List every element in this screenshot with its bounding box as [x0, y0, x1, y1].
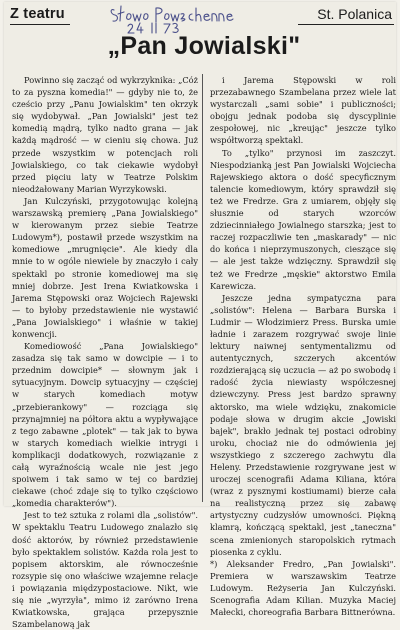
section-label: Z teatru — [10, 6, 65, 22]
paragraph: Jan Kulczyński, przygotowując kolejną warszawską premierę „Pana Jowialskiego" w kierowanym przez siebie Teatrze Ludowym*), postawił przede wszystkim na komediowe „mrugnięcie". Ale kiedy dla mnie to w ogóle niewiele by znaczyło i cały spektakl po stronie komediowej ma się mniej dobrze. Jest Irena Kwiatkowska i Jarema Stępowski oraz Wojciech Rajewski — to byłoby przedstawienie nie wystawić „Pana Jowialskiego" i właśnie w takiej konwencji. — [12, 195, 198, 339]
column-divider — [202, 74, 203, 502]
article-column-right — [210, 74, 396, 618]
paragraph: Komediowość „Pana Jowialskiego" zasadza się tak samo w dowcipie — i to przednim dowcipie* — słownym jak i sytuacyjnym. Dowcip sytuacyjny — częściej w starych komediach motyw „przebierankowy" — rozciąga się przynajmniej na półtora aktu a wypływające z tego zabawne „plotek" — tak jak to bywa w starych komediach wielkie intrygi i komplikacji dodatkowych, rozwiązanie z całą wyraźnością wcale nie jest jego spoiwem i tak samo w tej co bardziej ciekawe (choć zdaje się to tylko częściowo „komedia charakterów"). — [12, 341, 198, 509]
author-byline: St. Polanica — [317, 6, 392, 22]
article-title: „Pan Jowialski" — [107, 32, 301, 60]
byline-rule — [298, 24, 394, 25]
article-column-left — [12, 74, 198, 630]
newspaper-clipping — [4, 2, 396, 630]
paragraph: Jeszcze jedna sympatyczna para „solistów": Helena — Barbara Burska i Ludmir — Włodzimierz Press. Burska umie ładnie i zarazem rozgrywać swoje linie lektury naiwnej sentymentalizmu od autentycznych, szczerych akcentów rozdzierającą się uczucia — aż po swobodę i radość życia niewiasty współczesnej dziewczyny. Press jest bardzo sprawny aktorsko, ma wiele wdzięku, znakomicie podaje słowa w drugim akcie „Jowiski bajek", brakło jednak tej postaci odrobiny uroku, chociaż nie do odmówienia jej wszystkiego z szczerego zachwytu dla Heleny. Przedstawienie rozgrywane jest w uroczej scenografii Adama Kiliana, która (wraz z pysznymi kostiumami) bierze cała na realistyczną przez się zabawę artystyczny cudzysłów umowności. Piękną klamrą, kończącą spektakl, jest „taneczna" scena zmienionych staropolskich rytmach piosenka z cyklu. — [210, 292, 396, 557]
paragraph: To „tylko" przynosi im zaszczyt. Niespodzianką jest Pan Jowialski Wojciecha Rajewskiego aktora o dość specyficznym talencie komediowym, który sprawdził się też we Fredrze. Gra z umiarem, objęły się słusznie od starych wzorców zdziecinniałego Jowialnego starszka; jest to raczej rozpaczliwie ten „maskarady" — nic do końca i nieprzymuszonych, cieszące się — ale jest także wdzięczny. Sprawdził się też we Fredrze „męskie" aktorstwo Emila Karewicza. — [210, 147, 396, 291]
section-rule — [10, 24, 70, 25]
footnote: *) Aleksander Fredro, „Pan Jowialski". Premiera w warszawskim Teatrze Ludowym. Reżyseria Jan Kulczyński. Scenografia Adam Kilian. Muzyka Maciej Małecki, choreografia Barbara Bittnerówna. — [210, 558, 396, 618]
paragraph: Powinno się zacząć od wykrzyknika: „Cóż to za pyszna komedia!" — gdyby nie to, że cześcio przy „Panu Jowialskim" ten okrzyk się wydobywał. „Pan Jowialski" jest też komedią mądrą, tylko nadto grana — jak każdą mądrość — w cieniu się chowa. Już przede wszystkim w potencjach roli Jowialskiego, co tak ciekawie wydobył przed pięciu laty w Teatrze Polskim nieodżałowany Marian Wyrzykowski. — [12, 75, 198, 194]
paragraph: Jest to też sztuka z rolami dla „solistów". W spektaklu Teatru Ludowego znalazło się dość aktorów, by również przedstawienie było spektaklem solistów. Każda rola jest to popisem aktorskim, ale równocześnie rozsypie się ono właściwe wzajemne relacje i powiązania międzypostaciowe. Nikt, wie się nie „wyrzyła", mimo iż zarówno Irena Kwiatkowska, grająca przepysznie Szambelanową jak — [12, 510, 198, 630]
paragraph: i Jarema Stępowski w roli przezabawnego Szambelana przez wiele lat wystarczali „sami sobie" i publiczności; obojgu jednak podoba się dyscyplinie zespołowej, nic „kreując" jeszcze tylko współtworzą spektakl. — [210, 75, 396, 146]
handwritten-annotation — [108, 2, 258, 34]
